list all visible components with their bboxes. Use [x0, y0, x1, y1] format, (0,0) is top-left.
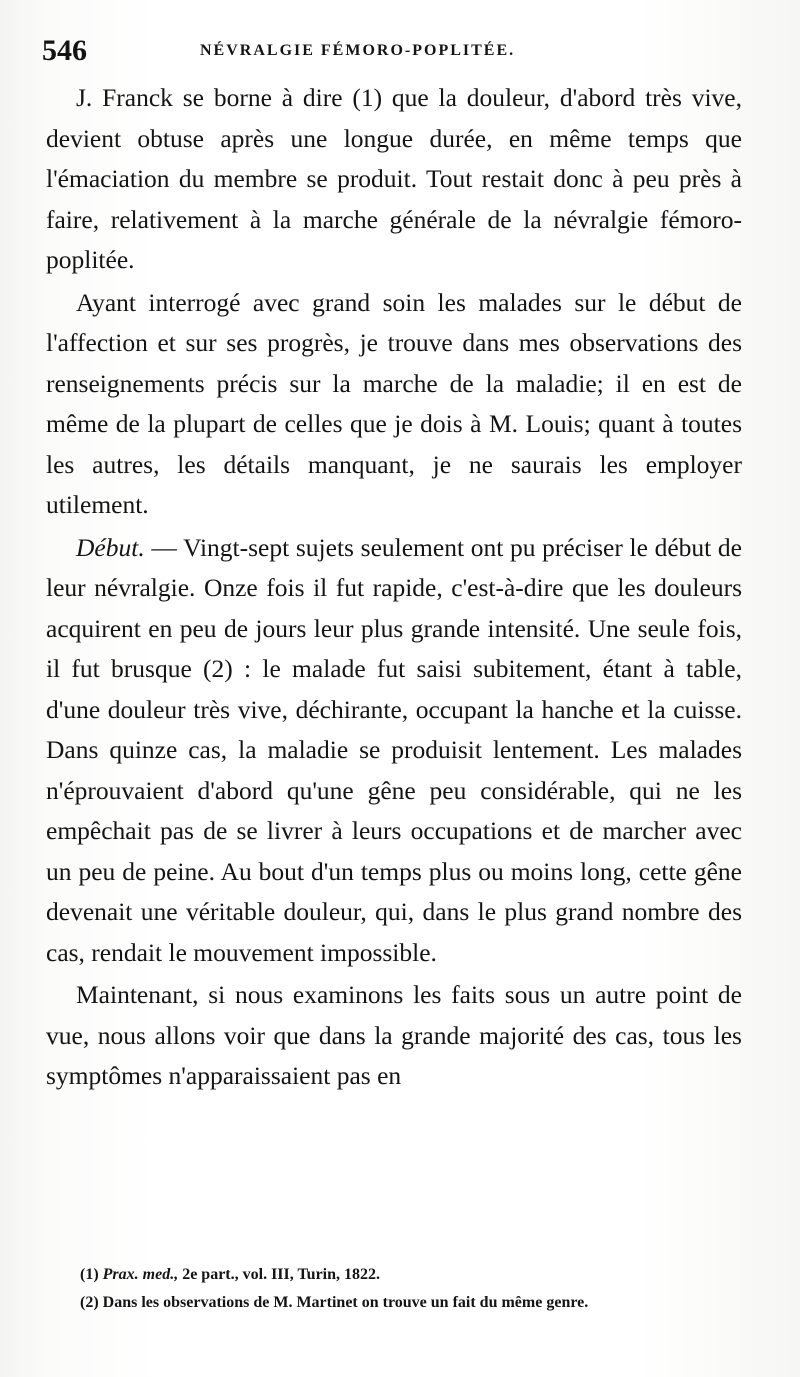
footnote-marker: (2): [80, 1294, 103, 1311]
footnote-text: Dans les observations de M. Martinet on trouve un fait du même genre.: [102, 1294, 589, 1311]
paragraph-text: — Vingt-sept sujets seulement ont pu préciser le début de leur névralgie. Onze fois il fut rapide, c'est-à-dire que les douleurs acquirent en peu de jours leur plus grande intensité. Une seule fois, il fut brusque (2) : le malade fut saisi subitement, étant à table, d'une douleur très vive, déchirante, occupant la hanche et la cuisse. Dans quinze cas, la maladie se produisit lentement. Les malades n'éprouvaient d'abord qu'une gêne peu considérable, qui ne les empêchait pas de se livrer à leurs occupations et de marcher avec un peu de peine. Au bout d'un temps plus ou moins long, cette gêne devenait une véritable douleur, qui, dans le plus grand nombre des cas, rendait le mouvement impossible.: [46, 532, 742, 967]
footnote-text: 2e part., vol. III, Turin, 1822.: [178, 1266, 381, 1283]
section-label-debut: Début.: [76, 532, 145, 562]
paragraph-4: [46, 975, 742, 1097]
footnote-2: [46, 1290, 762, 1316]
footnotes: [46, 1262, 762, 1316]
paragraph-text: Ayant interrogé avec grand soin les malades sur le début de l'affection et sur ses progrès, je trouve dans mes observations des renseignements précis sur la marche de la maladie; il en est de même de la plupart de celles que je dois à M. Louis; quant à toutes les autres, les détails manquant, je ne saurais les employer utilement.: [46, 287, 742, 519]
paragraph-text: J. Franck se borne à dire (1) que la douleur, d'abord très vive, devient obtuse après une longue durée, en même temps que l'émaciation du membre se produit. Tout restait donc à peu près à faire, relativement à la marche générale de la névralgie fémoro-poplitée.: [46, 83, 742, 274]
page-number: 546: [42, 34, 87, 67]
page-header: [42, 34, 762, 74]
paragraph-3: [46, 528, 742, 974]
footnote-marker: (1): [80, 1266, 103, 1283]
body-text: [46, 78, 742, 1097]
paragraph-text: Maintenant, si nous examinons les faits sous un autre point de vue, nous allons voir que dans la grande majorité des cas, tous les symptômes n'apparaissaient pas en: [46, 980, 742, 1090]
paragraph-2: [46, 283, 742, 526]
running-head: NÉVRALGIE FÉMORO-POPLITÉE.: [200, 42, 516, 59]
footnote-1: [46, 1262, 762, 1288]
paragraph-1: [46, 78, 742, 281]
footnote-reference: Prax. med.,: [102, 1266, 179, 1283]
